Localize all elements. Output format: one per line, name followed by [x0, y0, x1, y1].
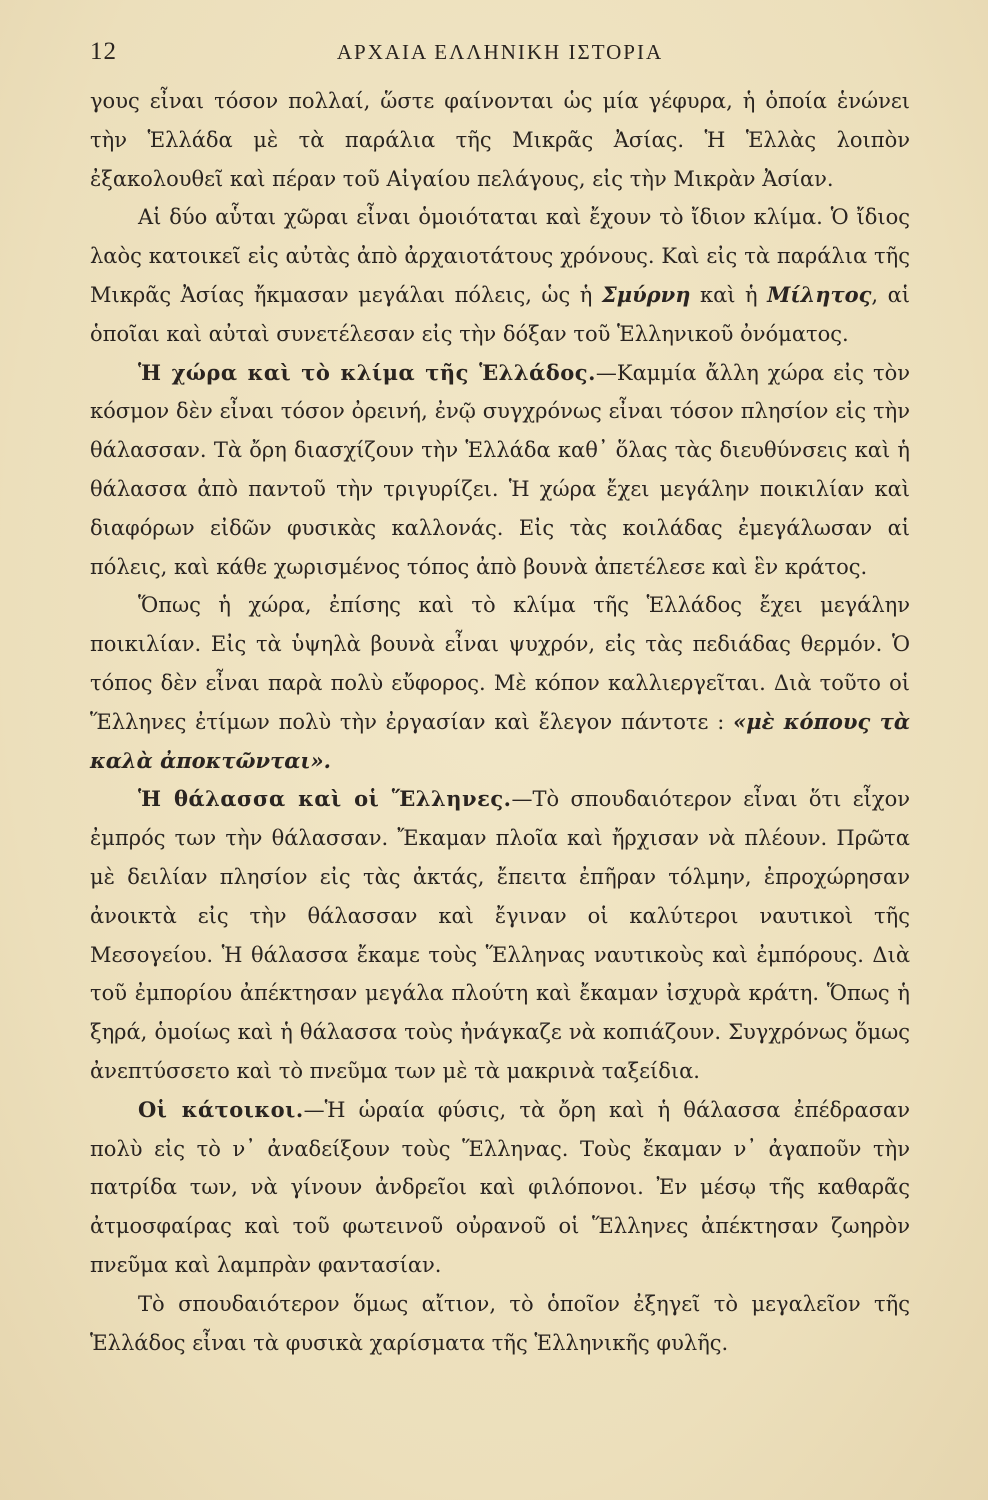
paragraph-2-mid: καὶ ἡ: [699, 282, 758, 307]
paragraph-6-text: —Ἡ ὡραία φύσις, τὰ ὄρη καὶ ἡ θάλασσα ἐπέδρασαν πολὺ εἰς τὸ ν᾽ ἀναδείξουν τοὺς Ἕλληνας. Τοὺς ἔκαμαν ν᾽ ἀγαποῦν τὴν πατρίδα των, νὰ γίνουν ἀνδρεῖοι καὶ φιλόπονοι. Ἐν μέσῳ τῆς καθαρᾶς ἀτμοσφαίρας καὶ τοῦ φωτεινοῦ οὐρανοῦ οἱ Ἕλληνες ἀπέκτησαν ζωηρὸν πνεῦμα καὶ λαμπρὰν φαντασίαν.: [90, 1097, 910, 1277]
page-header: [90, 38, 910, 74]
paragraph-4: [90, 586, 910, 780]
paragraph-4-text: Ὅπως ἡ χώρα, ἐπίσης καὶ τὸ κλίμα τῆς Ἑλλάδος ἔχει μεγάλην ποικιλίαν. Εἰς τὰ ὑψηλὰ βουνὰ εἶναι ψυχρόν, εἰς τὰς πεδιάδας θερμόν. Ὁ τόπος δὲν εἶναι παρὰ πολὺ εὔφορος. Μὲ κόπον καλλιεργεῖται. Διὰ τοῦτο οἱ Ἕλληνες ἐτίμων πολὺ τὴν ἐργασίαν καὶ ἔλεγον πάντοτε :: [90, 593, 910, 734]
section-heading-inhabitants: Οἱ κάτοικοι.: [138, 1096, 304, 1122]
paragraph-7-text: Τὸ σπουδαιότερον ὅμως αἴτιον, τὸ ὁποῖον ἐξηγεῖ τὸ μεγαλεῖον τῆς Ἑλλάδος εἶναι τὰ φυσικὰ χαρίσματα τῆς Ἑλληνικῆς φυλῆς.: [90, 1291, 910, 1355]
paragraph-6: [90, 1091, 910, 1285]
page-number: 12: [90, 38, 117, 65]
paragraph-3: [90, 354, 910, 587]
body-text: [90, 82, 910, 1362]
paragraph-2-end: , αἱ ὁποῖαι καὶ αὐταὶ συνετέλεσαν εἰς τὴν δόξαν τοῦ Ἑλληνικοῦ ὀνόματος.: [90, 282, 911, 346]
paragraph-3-text: —Καμμία ἄλλη χώρα εἰς τὸν κόσμον δὲν εἶναι τόσον ὀρεινή, ἐνῷ συγχρόνως εἶναι τόσον πλησίον εἰς τὴν θάλασσαν. Τὰ ὄρη διασχίζουν τὴν Ἑλλάδα καθ᾽ ὅλας τὰς διευθύνσεις καὶ ἡ θάλασσα ἀπὸ παντοῦ τὴν τριγυρίζει. Ἡ χώρα ἔχει μεγάλην ποικιλίαν καὶ διαφόρων εἰδῶν φυσικὰς καλλονάς. Εἰς τὰς κοιλάδας ἐμεγάλωσαν αἱ πόλεις, καὶ κάθε χωρισμένος τόπος ἀπὸ βουνὰ ἀπετέλεσε καὶ ἓν κράτος.: [90, 360, 910, 579]
paragraph-2-text: Αἱ δύο αὗται χῶραι εἶναι ὁμοιόταται καὶ ἔχουν τὸ ἴδιον κλίμα. Ὁ ἴδιος λαὸς κατοικεῖ εἰς αὐτὰς ἀπὸ ἀρχαιοτάτους χρόνους. Καὶ εἰς τὰ παράλια τῆς Μικρᾶς Ἀσίας ἤκμασαν μεγάλαι πόλεις, ὡς ἡ: [90, 205, 910, 307]
proverb-quote: «μὲ κόπους τὰ καλὰ ἀποκτῶνται».: [90, 708, 910, 773]
paragraph-1: [90, 82, 910, 198]
paragraph-7: [90, 1285, 910, 1363]
section-heading-land-climate: Ἡ χώρα καὶ τὸ κλίμα τῆς Ἑλλάδος.: [138, 359, 596, 385]
city-miletus: Μίλητος: [767, 281, 872, 307]
paragraph-1-text: γους εἶναι τόσον πολλαί, ὥστε φαίνονται ὡς μία γέφυρα, ἡ ὁποία ἑνώνει τὴν Ἑλλάδα μὲ τὰ παράλια τῆς Μικρᾶς Ἀσίας. Ἡ Ἑλλὰς λοιπὸν ἐξακολουθεῖ καὶ πέραν τοῦ Αἰγαίου πελάγους, εἰς τὴν Μικρὰν Ἀσίαν.: [90, 89, 910, 191]
city-smyrna: Σμύρνη: [601, 281, 691, 307]
paragraph-2: [90, 198, 910, 353]
paragraph-5-text: —Τὸ σπουδαιότερον εἶναι ὅτι εἶχον ἐμπρός των τὴν θάλασσαν. Ἔκαμαν πλοῖα καὶ ἤρχισαν νὰ πλέουν. Πρῶτα μὲ δειλίαν πλησίον εἰς τὰς ἀκτάς, ἔπειτα ἐπῆραν τόλμην, ἐπροχώρησαν ἀνοικτὰ εἰς τὴν θάλασσαν καὶ ἔγιναν οἱ καλύτεροι ναυτικοὶ τῆς Μεσογείου. Ἡ θάλασσα ἔκαμε τοὺς Ἕλληνας ναυτικοὺς καὶ ἐμπόρους. Διὰ τοῦ ἐμπορίου ἀπέκτησαν μεγάλα πλούτη καὶ ἔκαμαν ἰσχυρὰ κράτη. Ὅπως ἡ ξηρά, ὁμοίως καὶ ἡ θάλασσα τοὺς ἠνάγκαζε νὰ κοπιάζουν. Συγχρόνως ὅμως ἀνεπτύσσετο καὶ τὸ πνεῦμα των μὲ τὰ μακρινὰ ταξείδια.: [90, 787, 910, 1083]
section-heading-sea-greeks: Ἡ θάλασσα καὶ οἱ Ἕλληνες.: [138, 786, 512, 812]
running-title: ΑΡΧΑΙΑ ΕΛΛΗΝΙΚΗ ΙΣΤΟΡΙΑ: [336, 40, 664, 64]
paragraph-5: [90, 780, 910, 1090]
